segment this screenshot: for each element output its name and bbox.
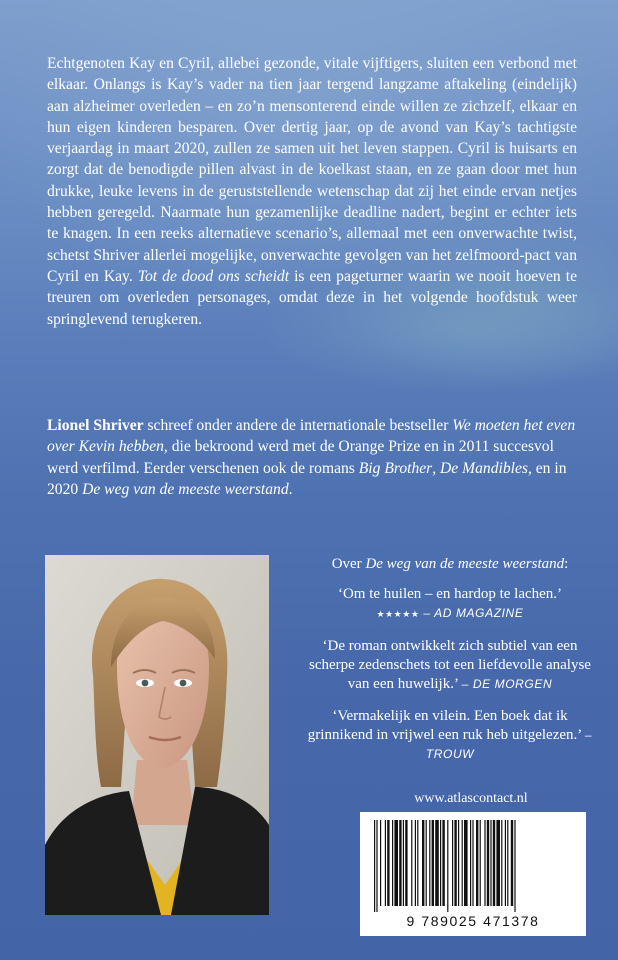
reviews-intro-prefix: Over bbox=[331, 556, 366, 572]
book-summary bbox=[47, 53, 577, 330]
barcode-bars-icon bbox=[368, 820, 578, 912]
bio-book-title: De Mandibles bbox=[440, 459, 528, 477]
summary-part-2: is een pageturner waarin we nooit hoeven te treuren om overleden personages, omdat deze in het volgende hoofdstuk weer springlevend terugkeren. bbox=[47, 267, 577, 328]
summary-title: Tot de dood ons scheidt bbox=[137, 267, 290, 285]
reviews-panel bbox=[300, 555, 600, 761]
review-quote: ‘De roman ontwikkelt zich subtiel van een scherpe zedenschets tot een liefdevolle analyse van een huwelijk.’ bbox=[309, 638, 591, 692]
publisher-website[interactable]: www.atlascontact.nl bbox=[414, 791, 528, 806]
author-bio bbox=[47, 415, 577, 500]
review-quote: ‘Om te huilen – en hardop te lachen.’ bbox=[337, 586, 563, 602]
reviews-intro-suffix: : bbox=[564, 556, 569, 572]
bio-text: , die bekroond werd met de Orange Prize en in 2011 succesvol werd verfilmd. Eerder verschenen ook de romans bbox=[47, 438, 554, 477]
author-photo bbox=[45, 555, 269, 915]
bio-book-title: Big Brother bbox=[358, 459, 433, 477]
reviews-intro bbox=[300, 555, 600, 574]
star-rating-icon: ★★★★★ bbox=[376, 609, 420, 619]
bio-text: , bbox=[432, 459, 441, 477]
reviews-intro-title: De weg van de meeste weerstand bbox=[365, 556, 565, 572]
bio-book-title: We moeten het even over Kevin hebben bbox=[47, 417, 576, 456]
review-de-morgen bbox=[300, 637, 600, 694]
author-portrait bbox=[45, 555, 269, 915]
bio-text: schreef onder andere de internationale bestseller bbox=[143, 417, 453, 434]
bio-book-title: De weg van de meeste weerstand bbox=[82, 480, 289, 498]
barcode bbox=[360, 812, 586, 936]
summary-part-1: Echtgenoten Kay en Cyril, allebei gezonde, vitale vijftigers, sluiten een verbond met elkaar. Onlangs is Kay’s vader na tien jaar tergend langzame aftakeling (eindelijk) aan alzheimer overleden – en zo’n mensonterend einde willen ze zichzelf, elkaar en hun eigen kinderen besparen. Over dertig jaar, op de avond van Kay’s tachtigste verjaardag in maart 2020, zullen ze samen uit het leven stappen. Cyril is huisarts en zorgt dat de benodigde pillen alvast in de koelkast staan, en ze gaan door met hun drukke, leuke levens in de geruststellende wetenschap dat zij het einde ervan netjes hebben geregeld. Naarmate hun gezamenlijke deadline nadert, begint er echter iets te knagen. In een reeks alternatieve scenario’s, allemaal met een onverwachte twist, schetst Shriver allerlei mogelijke, onverwachte gevolgen van het zelfmoord-pact van Cyril en Kay. bbox=[47, 55, 577, 285]
review-trouw bbox=[300, 707, 600, 764]
bio-text: , en in 2020 bbox=[47, 459, 567, 498]
review-ad-magazine bbox=[300, 585, 600, 624]
review-quote: ‘Vermakelijk en vilein. Een boek dat ik grinnikend in vrijwel een ruk heb uitgelezen.’ bbox=[307, 708, 582, 743]
review-source: – TROUW bbox=[425, 728, 593, 761]
isbn-number: 9 789025 471378 bbox=[406, 913, 540, 929]
bio-text: . bbox=[288, 480, 293, 498]
review-source: – DE MORGEN bbox=[461, 677, 553, 691]
author-name: Lionel Shriver bbox=[47, 417, 144, 434]
review-source: – AD MAGAZINE bbox=[423, 606, 524, 620]
